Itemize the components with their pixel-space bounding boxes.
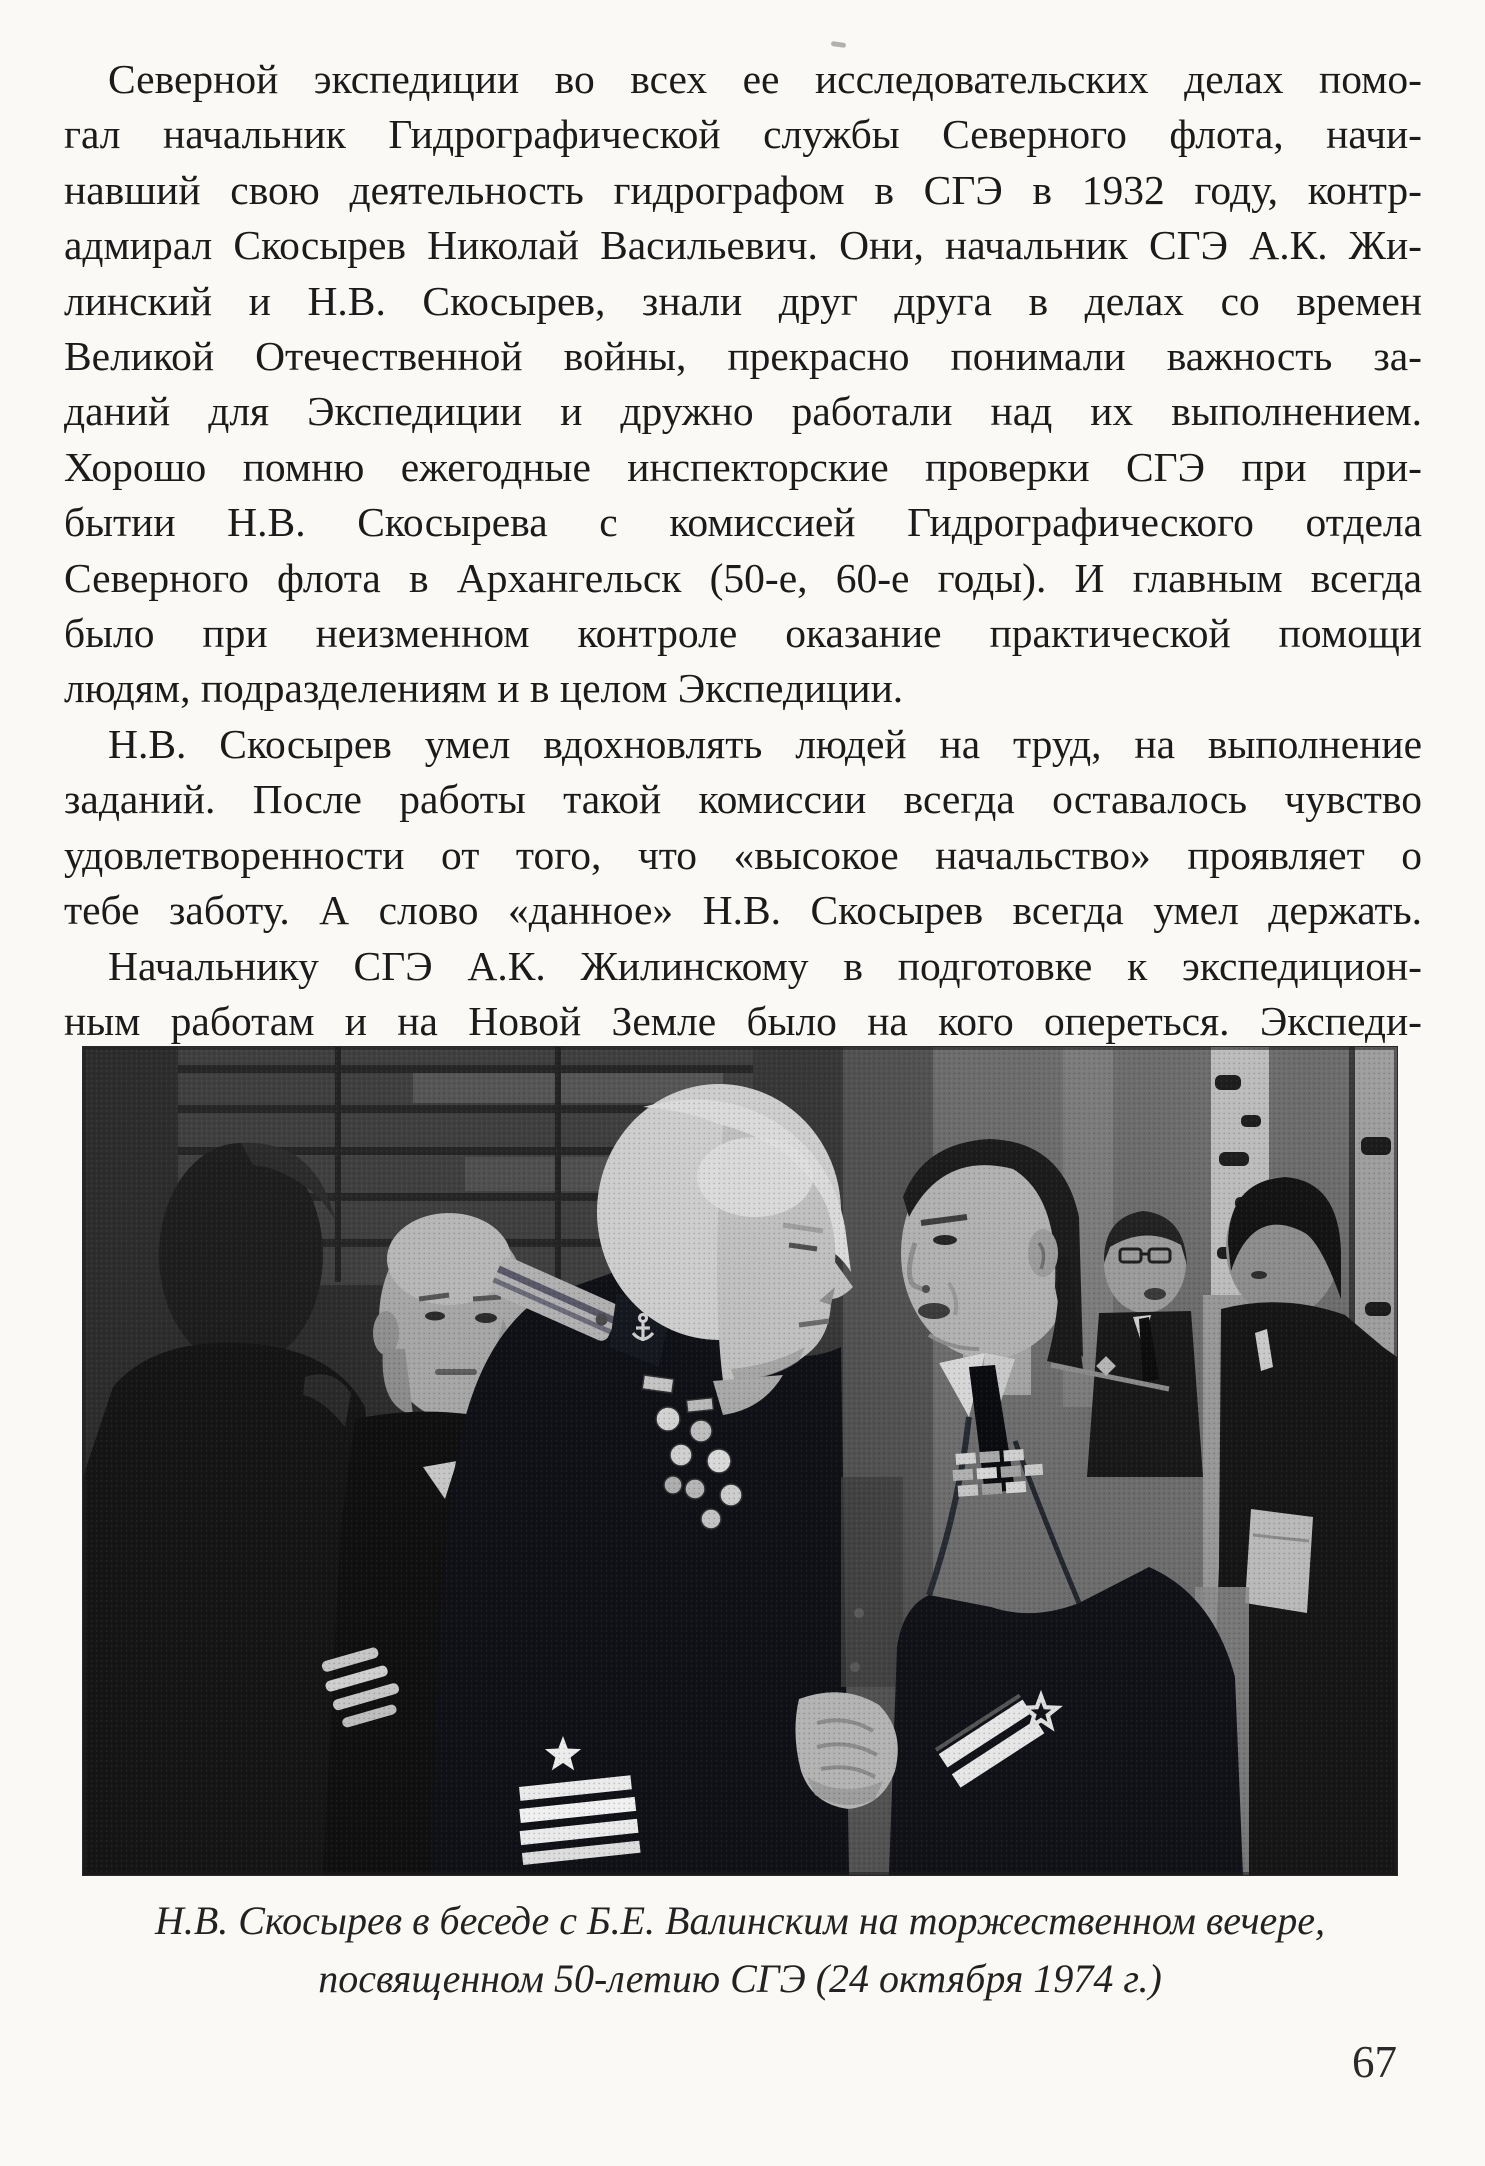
text-line: заданий. После работы такой комиссии всегда оставалось чувство <box>64 776 1422 823</box>
body-text <box>64 52 1422 1049</box>
text-line: ным работам и на Новой Земле было на кого опереться. Экспеди- <box>64 997 1422 1044</box>
text-line: Н.В. Скосырев умел вдохновлять людей на труд, на выполнение <box>108 720 1422 767</box>
text-line: людям, подразделениям и в целом Экспедиции. <box>64 665 904 712</box>
text-line: линский и Н.В. Скосырев, знали друг друга в делах со времен <box>64 277 1422 324</box>
text-line: Хорошо помню ежегодные инспекторские проверки СГЭ при при- <box>64 443 1422 490</box>
text-line: навший свою деятельность гидрографом в СГЭ в 1932 году, контр- <box>64 166 1422 213</box>
text-line: Великой Отечественной войны, прекрасно понимали важность за- <box>64 333 1422 380</box>
text-line: удовлетворенности от того, что «высокое начальство» проявляет о <box>64 831 1422 878</box>
text-line: Северного флота в Архангельск (50-е, 60-е годы). И главным всегда <box>64 554 1422 601</box>
photo-caption <box>83 1892 1397 2008</box>
text-line: тебе заботу. А слово «данное» Н.В. Скосырев всегда умел держать. <box>64 887 1422 934</box>
caption-line: Н.В. Скосырев в беседе с Б.Е. Валинским на торжественном вечере, <box>154 1898 1326 1943</box>
text-line: адмирал Скосырев Николай Васильевич. Они, начальник СГЭ А.К. Жи- <box>64 222 1422 269</box>
caption-line: посвященном 50-летию СГЭ (24 октября 1974 г.) <box>318 1956 1162 2001</box>
text-line: даний для Экспедиции и дружно работали над их выполнением. <box>64 388 1422 435</box>
text-line: Северной экспедиции во всех ее исследовательских делах помо- <box>108 56 1422 102</box>
text-line: бытии Н.В. Скосырева с комиссией Гидрографического отдела <box>64 499 1422 546</box>
scan-artifact <box>831 41 847 48</box>
text-line: гал начальник Гидрографической службы Северного флота, начи- <box>64 111 1422 158</box>
text-line: было при неизменном контроле оказание практической помощи <box>64 610 1422 657</box>
photo-skosyrev-valinsky-conversation <box>83 1047 1397 1875</box>
page-number: 67 <box>1352 2037 1397 2087</box>
text-line: Начальнику СГЭ А.К. Жилинскому в подготовке к экспедицион- <box>108 942 1422 989</box>
